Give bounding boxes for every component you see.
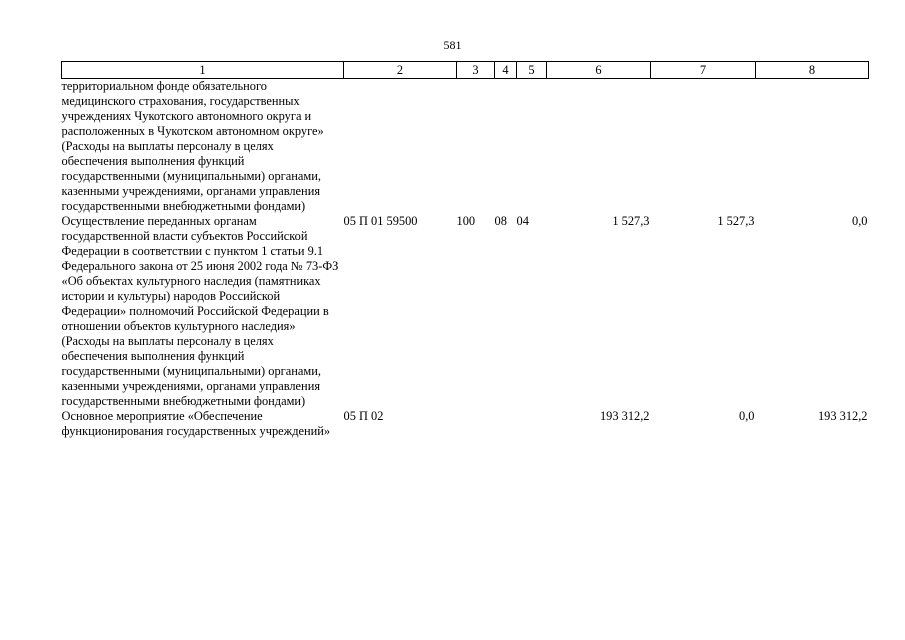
table-row: [62, 214, 869, 409]
column-header-8: 8: [756, 62, 869, 79]
column-header-5: 5: [517, 62, 547, 79]
row-target-code: 05 П 02: [343, 409, 384, 423]
row-expense-type: [457, 409, 495, 439]
table-header-row: [62, 62, 869, 79]
row-regional-amount: [756, 79, 869, 215]
column-header-2: 2: [344, 62, 457, 79]
row-target-code: 05 П 01 59500: [343, 214, 418, 228]
row-federal-amount: 1 527,3: [717, 214, 755, 228]
row-section: [495, 409, 517, 439]
row-total-amount: 193 312,2: [599, 409, 650, 423]
page-number: 581: [443, 38, 462, 52]
row-section: [495, 79, 517, 215]
column-header-6: 6: [547, 62, 651, 79]
row-total-amount: [547, 79, 651, 215]
row-description: территориальном фонде обязательного медицинского страхования, государственных учреждениях Чукотского автономного округа и расположенных в Чукотском автономном округе» (Расходы на выплаты персоналу в целях обеспечения выполнения функций государственными (муниципальными) органами, казенными учреждениями, органами управления государственными внебюджетными фондами): [61, 79, 324, 213]
column-header-1: 1: [62, 62, 344, 79]
table-row: [62, 79, 869, 215]
row-section: 08: [494, 214, 507, 228]
row-regional-amount: 193 312,2: [817, 409, 868, 423]
row-description: Основное мероприятие «Обеспечение функционирования государственных учреждений»: [61, 409, 331, 438]
row-subsection: [517, 409, 547, 439]
row-target-code: [344, 79, 457, 215]
row-subsection: 04: [516, 214, 529, 228]
row-total-amount: 1 527,3: [612, 214, 650, 228]
row-description: Осуществление переданных органам государственной власти субъектов Российской Федерации в соответствии с пунктом 1 статьи 9.1 Федерального закона от 25 июня 2002 года № 73-ФЗ «Об объектах культурного наследия (памятниках истории и культуры) народов Российской Федерации» полномочий Российской Федерации в отношении объектов культурного наследия» (Расходы на выплаты персоналу в целях обеспечения выполнения функций государственными (муниципальными) органами, казенными учреждениями, органами управления государственными внебюджетными фондами): [61, 214, 339, 408]
column-header-4: 4: [495, 62, 517, 79]
row-expense-type: [457, 79, 495, 215]
column-header-7: 7: [651, 62, 756, 79]
table-row: [62, 409, 869, 439]
row-subsection: [517, 79, 547, 215]
row-regional-amount: 0,0: [852, 214, 868, 228]
row-federal-amount: 0,0: [739, 409, 755, 423]
row-expense-type: 100: [456, 214, 476, 228]
row-federal-amount: [651, 79, 756, 215]
budget-table: [61, 61, 869, 439]
column-header-3: 3: [457, 62, 495, 79]
